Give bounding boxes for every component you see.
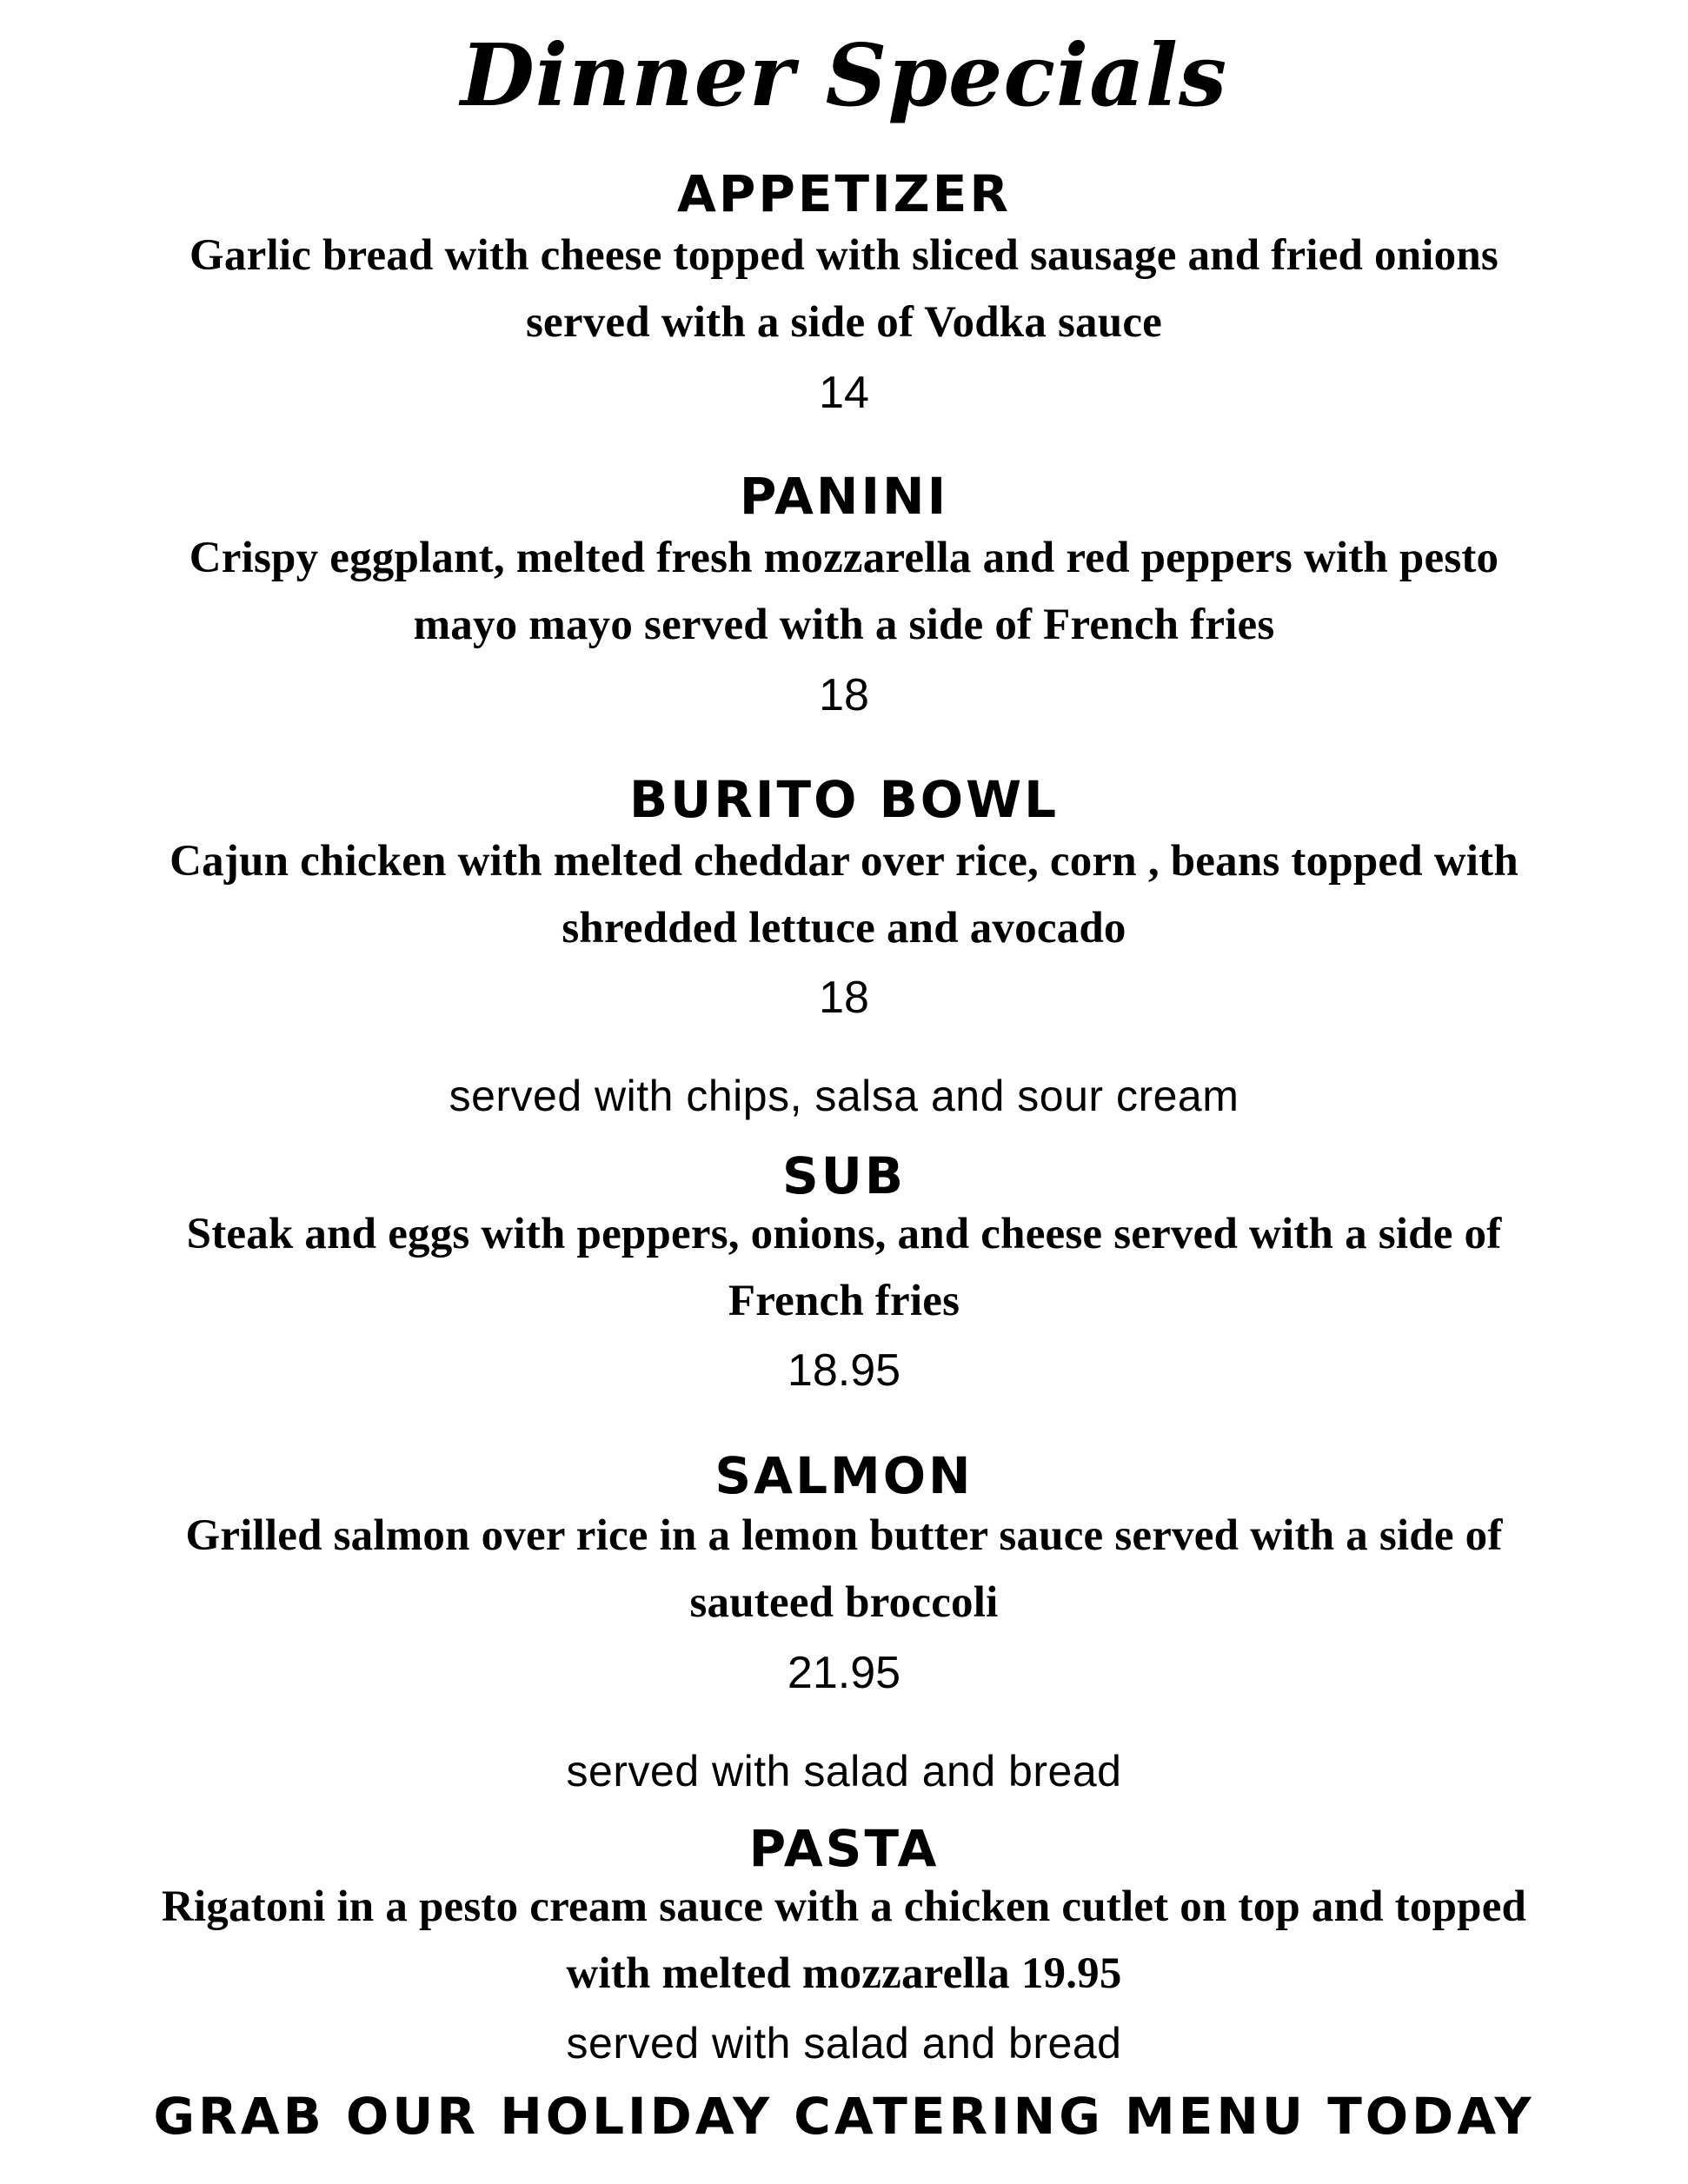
section-description-appetizer [35, 222, 1653, 356]
section-description-panini [35, 525, 1653, 659]
description-line: Rigatoni in a pesto cream sauce with a chicken cutlet on top and topped [161, 1882, 1527, 1931]
description-line: Grilled salmon over rice in a lemon butter sauce served with a side of [185, 1511, 1503, 1560]
section-price-burito-bowl: 18 [819, 973, 869, 1023]
description-line: mayo mayo served with a side of French fries [413, 601, 1275, 649]
section-description-burito-bowl [35, 828, 1653, 962]
page-title: Dinner Specials [460, 26, 1228, 126]
description-line: Steak and eggs with peppers, onions, and cheese served with a side of [186, 1210, 1502, 1258]
section-note-pasta: served with salad and bread [566, 2019, 1122, 2068]
description-line: Crispy eggplant, melted fresh mozzarella and red peppers with pesto [189, 534, 1499, 582]
section-heading-appetizer: APPETIZER [676, 164, 1011, 223]
section-heading-burito-bowl: BURITO BOWL [628, 770, 1060, 829]
description-line: Garlic bread with cheese topped with sliced sausage and fried onions [189, 231, 1499, 280]
section-price-salmon: 21.95 [787, 1648, 901, 1698]
section-price-appetizer: 14 [819, 368, 869, 418]
section-price-sub: 18.95 [787, 1345, 901, 1396]
section-description-sub [35, 1201, 1653, 1335]
section-heading-pasta: PASTA [748, 1819, 940, 1878]
catering-footer-banner: GRAB OUR HOLIDAY CATERING MENU TODAY [153, 2087, 1535, 2146]
section-heading-salmon: SALMON [714, 1446, 974, 1505]
section-heading-panini: PANINI [739, 467, 949, 526]
section-note-burito-bowl: served with chips, salsa and sour cream [449, 1072, 1239, 1120]
description-line: with melted mozzarella 19.95 [566, 1949, 1122, 1998]
description-line: French fries [728, 1277, 960, 1325]
description-line: Cajun chicken with melted cheddar over rice, corn , beans topped with [169, 837, 1519, 886]
description-line: shredded lettuce and avocado [562, 904, 1126, 953]
section-price-panini: 18 [819, 670, 869, 720]
description-line: sauteed broccoli [689, 1578, 999, 1627]
description-line: served with a side of Vodka sauce [525, 298, 1162, 347]
section-description-pasta [35, 1874, 1653, 2008]
section-heading-sub: SUB [781, 1146, 907, 1205]
section-description-salmon [35, 1503, 1653, 1636]
section-note-salmon: served with salad and bread [566, 1747, 1122, 1796]
